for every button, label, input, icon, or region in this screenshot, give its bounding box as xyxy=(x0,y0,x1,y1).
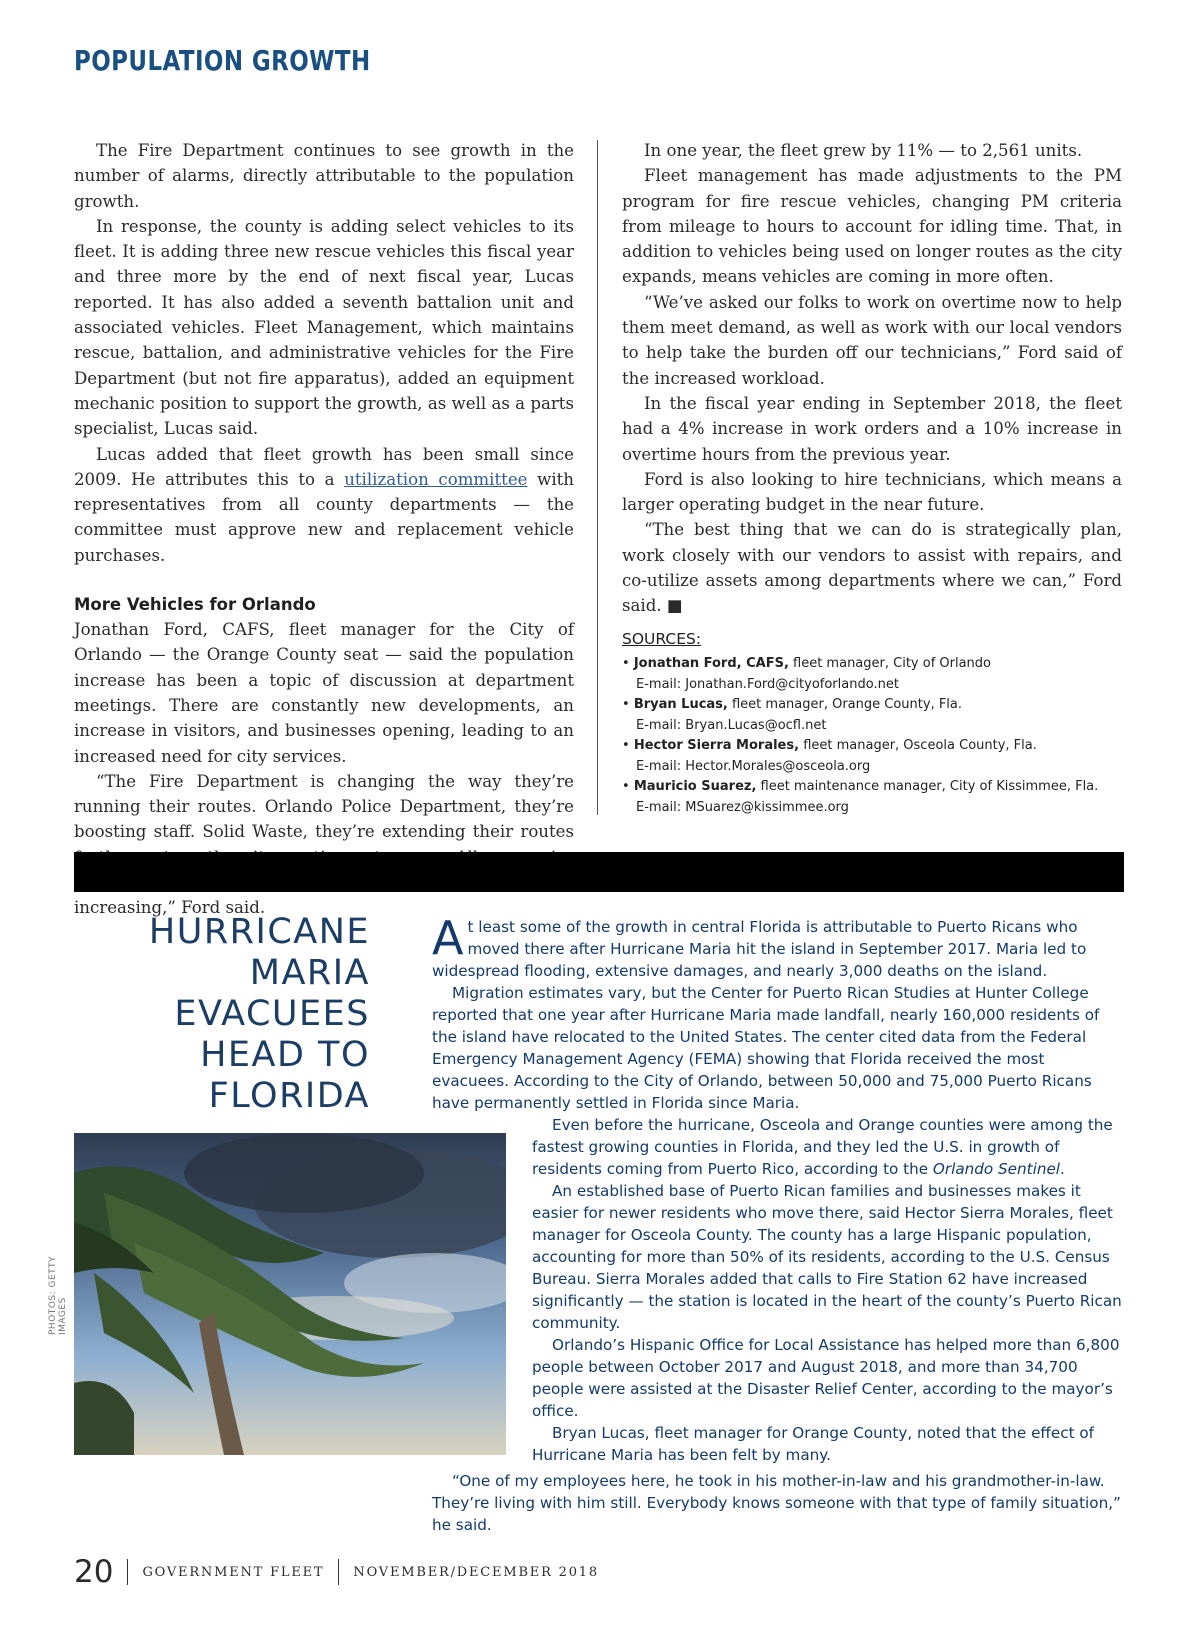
paragraph: Migration estimates vary, but the Center for Puerto Rican Studies at Hunter College reported that one year after Hurricane Maria made landfall, nearly 160,000 residents of the island have relocated to the United States. The center cited data from the Federal Emergency Management Agency (FEMA) showing that Florida received the most evacuees. According to the City of Orlando, between 50,000 and 75,000 Puerto Ricans have permanently settled in Florida since Maria. xyxy=(432,984,1100,1112)
sidebar-text-top xyxy=(432,911,1122,1114)
palm-tree-photo xyxy=(74,1133,506,1455)
source-email: E-mail: MSuarez@kissimmee.org xyxy=(636,799,849,815)
sources-box xyxy=(622,628,1142,818)
sources-title: SOURCES: xyxy=(622,630,702,648)
magazine-name: GOVERNMENT FLEET xyxy=(142,1564,325,1580)
source-entry: • Mauricio Suarez, fleet maintenance manager, City of Kissimmee, Fla. E-mail: MSuarez@kissimmee.org xyxy=(622,777,1142,818)
paragraph: The Fire Department continues to see growth in the number of alarms, directly attributable to the population growth. xyxy=(74,141,574,211)
right-column xyxy=(622,138,1122,619)
paragraph: “One of my employees here, he took in his mother-in-law and his grandmother-in-law. They’re living with him still. Everybody knows someone with that type of family situation,” he said. xyxy=(432,1472,1121,1534)
paragraph: Bryan Lucas, fleet manager for Orange County, noted that the effect of Hurricane Maria has been felt by many. xyxy=(532,1424,1095,1464)
column-divider xyxy=(597,140,598,815)
paragraph: “The best thing that we can do is strategically plan, work closely with our vendors to assist with repairs, and co-utilize assets among departments where we can,” Ford said. ■ xyxy=(622,520,1122,616)
footer-divider xyxy=(127,1559,128,1585)
sidebar-title: HURRICANE MARIA EVACUEES HEAD TO FLORIDA xyxy=(148,912,370,1116)
left-column xyxy=(74,138,574,921)
issue-date: NOVEMBER/DECEMBER 2018 xyxy=(353,1564,599,1580)
end-mark: ■ xyxy=(666,596,683,616)
paragraph: Even before the hurricane, Osceola and Orange counties were among the fastest growing counties in Florida, and they led the U.S. in growth of residents coming from Puerto Rico, according to the Orlando Sentinel. xyxy=(532,1116,1113,1178)
paragraph: “We’ve asked our folks to work on overtime now to help them meet demand, as well as work with our local vendors to help take the burden off our technicians,” Ford said of the increased workload. xyxy=(622,292,1122,388)
page-footer xyxy=(74,1554,599,1590)
source-email: E-mail: Hector.Morales@osceola.org xyxy=(636,758,871,774)
paragraph: Fleet management has made adjustments to the PM program for fire rescue vehicles, changing PM criteria from mileage to hours to account for idling time. That, in addition to vehicles being used on longer routes as the city expands, means vehicles are coming in more often. xyxy=(622,166,1122,287)
photo-credit: PHOTOS: GETTY IMAGES xyxy=(48,1256,68,1335)
source-email: E-mail: Bryan.Lucas@ocfl.net xyxy=(636,717,827,733)
source-entry: • Jonathan Ford, CAFS, fleet manager, City of Orlando E-mail: Jonathan.Ford@cityoforlando.net xyxy=(622,654,1142,695)
subheading: More Vehicles for Orlando xyxy=(74,595,316,615)
utilization-committee-link[interactable]: utilization committee xyxy=(344,469,528,489)
section-title: POPULATION GROWTH xyxy=(74,44,371,77)
paragraph: In response, the county is adding select vehicles to its fleet. It is adding three new rescue vehicles this fiscal year and three more by the end of next fiscal year, Lucas reported. It has also added a seventh battalion unit and associated vehicles. Fleet Management, which maintains rescue, battalion, and administrative vehicles for the Fire Department (but not fire apparatus), added an equipment mechanic position to support the growth, as well as a parts specialist, Lucas said. xyxy=(74,216,574,439)
drop-cap: A xyxy=(432,911,464,965)
sidebar-text-middle xyxy=(532,1114,1122,1466)
paragraph: In one year, the fleet grew by 11% — to 2,561 units. xyxy=(644,141,1083,160)
paragraph: Lucas added that fleet growth has been small since 2009. He attributes this to a utilization committee with representatives from all county departments — the committee must approve new and replacement vehicle purchases. xyxy=(74,444,574,565)
paragraph: Orlando’s Hispanic Office for Local Assistance has helped more than 6,800 people between October 2017 and August 2018, and more than 34,700 people were assisted at the Disaster Relief Center, according to the mayor’s office. xyxy=(532,1336,1120,1420)
footer-divider xyxy=(338,1559,339,1585)
paragraph: Ford is also looking to hire technicians, which means a larger operating budget in the near future. xyxy=(622,469,1122,515)
paragraph: An established base of Puerto Rican families and businesses makes it easier for newer residents who move there, said Hector Sierra Morales, fleet manager for Osceola County. The county has a large Hispanic population, accounting for more than 50% of its residents, according to the U.S. Census Bureau. Sierra Morales added that calls to Fire Station 62 have increased significantly — the station is located in the heart of the county’s Puerto Rican community. xyxy=(532,1182,1122,1332)
sidebar-text-bottom xyxy=(432,1470,1122,1536)
paragraph: In the fiscal year ending in September 2018, the fleet had a 4% increase in work orders and a 10% increase in overtime hours from the previous year. xyxy=(622,393,1122,464)
source-entry: • Hector Sierra Morales, fleet manager, Osceola County, Fla. E-mail: Hector.Morales@osceola.org xyxy=(622,736,1142,777)
source-entry: • Bryan Lucas, fleet manager, Orange County, Fla. E-mail: Bryan.Lucas@ocfl.net xyxy=(622,695,1142,736)
paragraph: Jonathan Ford, CAFS, fleet manager for the City of Orlando — the Orange County seat — said the population increase has been a topic of discussion at department meetings. There are constantly new developments, an increase in visitors, and businesses opening, leading to an increased need for city services. xyxy=(74,620,574,766)
paragraph: “The Fire Department is changing the way they’re running their routes. Orlando Police Department, they’re boosting staff. Solid Waste, they’re extending their routes increasing,” Ford said. xyxy=(74,771,574,918)
sidebar-header-bar xyxy=(74,852,1124,892)
page-number: 20 xyxy=(74,1554,114,1590)
source-email: E-mail: Jonathan.Ford@cityoforlando.net xyxy=(636,676,899,692)
paragraph: At least some of the growth in central Florida is attributable to Puerto Ricans who moved there after Hurricane Maria hit the island in September 2017. Maria led to widespread flooding, extensive damages, and nearly 3,000 deaths on the island. xyxy=(432,911,1087,980)
